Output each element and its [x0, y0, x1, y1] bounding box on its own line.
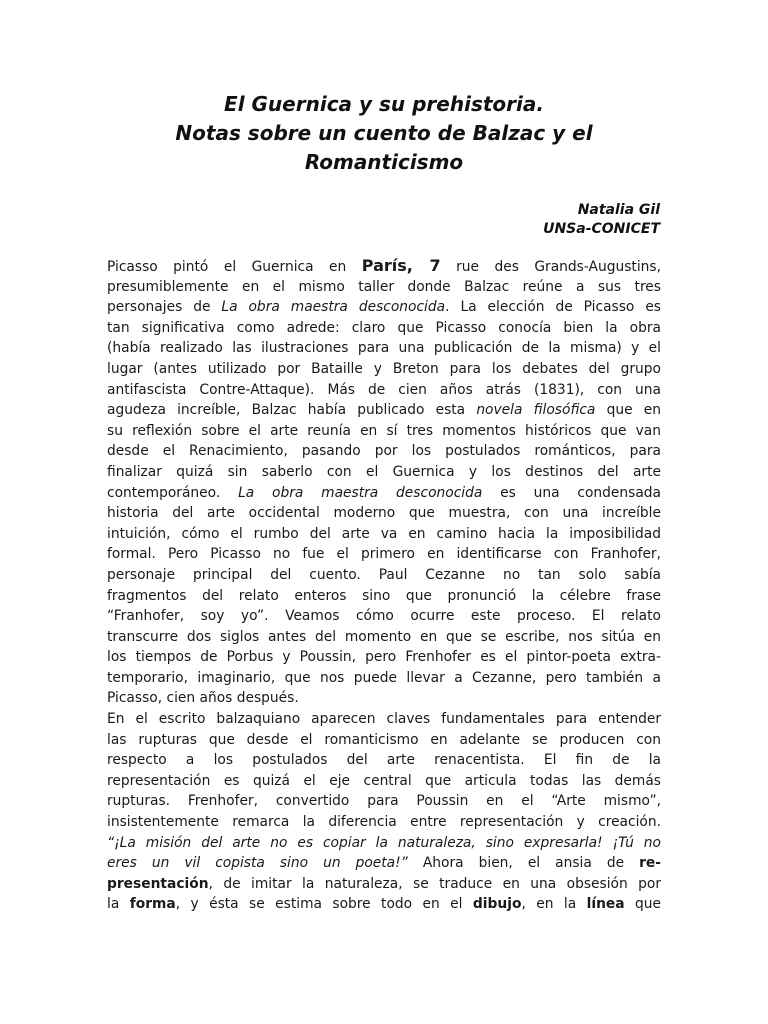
text-line — [107, 812, 661, 833]
document-title — [0, 90, 768, 177]
text-line — [107, 606, 661, 627]
text-line — [107, 647, 661, 668]
title-line-1: El Guernica y su prehistoria. — [224, 92, 544, 116]
title-line-3: Romanticismo — [304, 150, 464, 174]
text-line — [107, 421, 661, 442]
bold-text: línea — [586, 896, 625, 913]
title-line-2: Notas sobre un cuento de Balzac y el — [175, 121, 593, 145]
text-run: . La elección de Picasso es — [445, 299, 661, 316]
text-run: su reflexión sobre el arte reunía en sí tres momentos históricos que van — [107, 422, 661, 439]
italic-text: novela filosófica — [476, 402, 596, 419]
italic-text: “¡La misión del arte no es copiar la naturaleza, sino expresarla! ¡Tú no — [107, 834, 661, 851]
bold-text: París, 7 — [361, 256, 441, 275]
text-run: respecto a los postulados del arte renacentista. El fin de la — [107, 752, 661, 769]
text-run: los tiempos de Porbus y Poussin, pero Frenhofer es el pintor-poeta extra- — [107, 649, 661, 666]
text-run: , en la — [521, 896, 587, 913]
text-run: personajes de — [107, 299, 222, 316]
text-line — [107, 380, 661, 401]
text-line — [107, 853, 661, 874]
text-run: personaje principal del cuento. Paul Cezanne no tan solo sabía — [107, 566, 661, 583]
text-run: lugar (antes utilizado por Bataille y Breton para los debates del grupo — [107, 360, 661, 377]
italic-text: eres un vil copista sino un poeta!” — [107, 855, 408, 872]
author-block — [543, 201, 660, 239]
text-run: que — [624, 896, 661, 913]
text-line — [107, 874, 661, 895]
text-run: es una condensada — [482, 484, 661, 501]
text-run: representación es quizá el eje central que articula todas las demás — [107, 772, 661, 789]
text-run: Picasso pintó el Guernica en — [107, 259, 362, 275]
text-run: tan significativa como adrede: claro que Picasso conocía bien la obra — [107, 319, 661, 336]
text-run: que en — [595, 402, 661, 419]
text-run: rue des Grands-Augustins, — [440, 259, 661, 275]
bold-text: forma — [129, 896, 176, 913]
text-line — [107, 483, 661, 504]
text-line — [107, 688, 661, 709]
text-line — [107, 833, 661, 854]
text-run: contemporáneo. — [107, 484, 239, 501]
text-line — [107, 627, 661, 648]
text-line — [107, 462, 661, 483]
text-line — [107, 400, 661, 421]
text-run: , y ésta se estima sobre todo en el — [175, 896, 473, 913]
author-name: Natalia Gil — [577, 202, 660, 218]
text-line — [107, 668, 661, 689]
text-line — [107, 524, 661, 545]
text-line — [107, 750, 661, 771]
text-run: agudeza increíble, Balzac había publicado esta — [107, 402, 477, 419]
text-run: formal. Pero Picasso no fue el primero en identificarse con Franhofer, — [107, 546, 661, 563]
text-line — [107, 771, 661, 792]
body-text — [107, 256, 661, 915]
text-line — [107, 359, 661, 380]
text-run: temporario, imaginario, que nos puede llevar a Cezanne, pero también a — [107, 669, 661, 686]
text-line — [107, 277, 661, 298]
text-line — [107, 894, 661, 915]
text-run: antifascista Contre-Attaque). Más de cien años atrás (1831), con una — [107, 381, 661, 398]
text-line — [107, 318, 661, 339]
bold-text: re- — [639, 855, 661, 872]
text-run: desde el Renacimiento, pasando por los postulados románticos, para — [107, 443, 661, 460]
bold-text: dibujo — [472, 896, 522, 913]
author-affiliation: UNSa-CONICET — [543, 221, 660, 237]
text-line — [107, 730, 661, 751]
text-line — [107, 791, 661, 812]
text-run: “Franhofer, soy yo”. Veamos cómo ocurre este proceso. El relato — [107, 608, 661, 625]
text-line — [107, 565, 661, 586]
italic-text: La obra maestra desconocida — [238, 484, 483, 501]
text-line — [107, 441, 661, 462]
text-run: fragmentos del relato enteros sino que pronunció la célebre frase — [107, 587, 661, 604]
text-run: , de imitar la naturaleza, se traduce en una obsesión por — [208, 875, 661, 892]
text-run: finalizar quizá sin saberlo con el Guernica y los destinos del arte — [107, 463, 661, 480]
bold-text: presentación — [107, 875, 209, 892]
text-run: Ahora bien, el ansia de — [407, 855, 640, 872]
paragraph-1 — [107, 256, 661, 709]
text-run: las rupturas que desde el romanticismo en adelante se producen con — [107, 731, 661, 748]
text-line — [107, 709, 661, 730]
text-run: (había realizado las ilustraciones para una publicación de la misma) y el — [107, 340, 661, 357]
text-run: intuición, cómo el rumbo del arte va en camino hacia la imposibilidad — [107, 525, 661, 542]
text-run: historia del arte occidental moderno que muestra, con una increíble — [107, 505, 661, 522]
text-run: insistentemente remarca la diferencia entre representación y creación. — [107, 814, 661, 831]
text-line — [107, 544, 661, 565]
text-run: la — [107, 896, 130, 913]
text-run: En el escrito balzaquiano aparecen claves fundamentales para entender — [107, 711, 661, 728]
text-run: Picasso, cien años después. — [107, 690, 299, 707]
text-run: transcurre dos siglos antes del momento en que se escribe, nos sitúa en — [107, 628, 661, 645]
text-line — [107, 256, 661, 277]
text-line — [107, 586, 661, 607]
text-line — [107, 338, 661, 359]
italic-text: La obra maestra desconocida — [221, 299, 446, 316]
text-run: presumiblemente en el mismo taller donde Balzac reúne a sus tres — [107, 278, 661, 295]
paragraph-2 — [107, 709, 661, 915]
text-line — [107, 503, 661, 524]
text-run: rupturas. Frenhofer, convertido para Poussin en el “Arte mismo”, — [107, 793, 661, 810]
text-line — [107, 297, 661, 318]
